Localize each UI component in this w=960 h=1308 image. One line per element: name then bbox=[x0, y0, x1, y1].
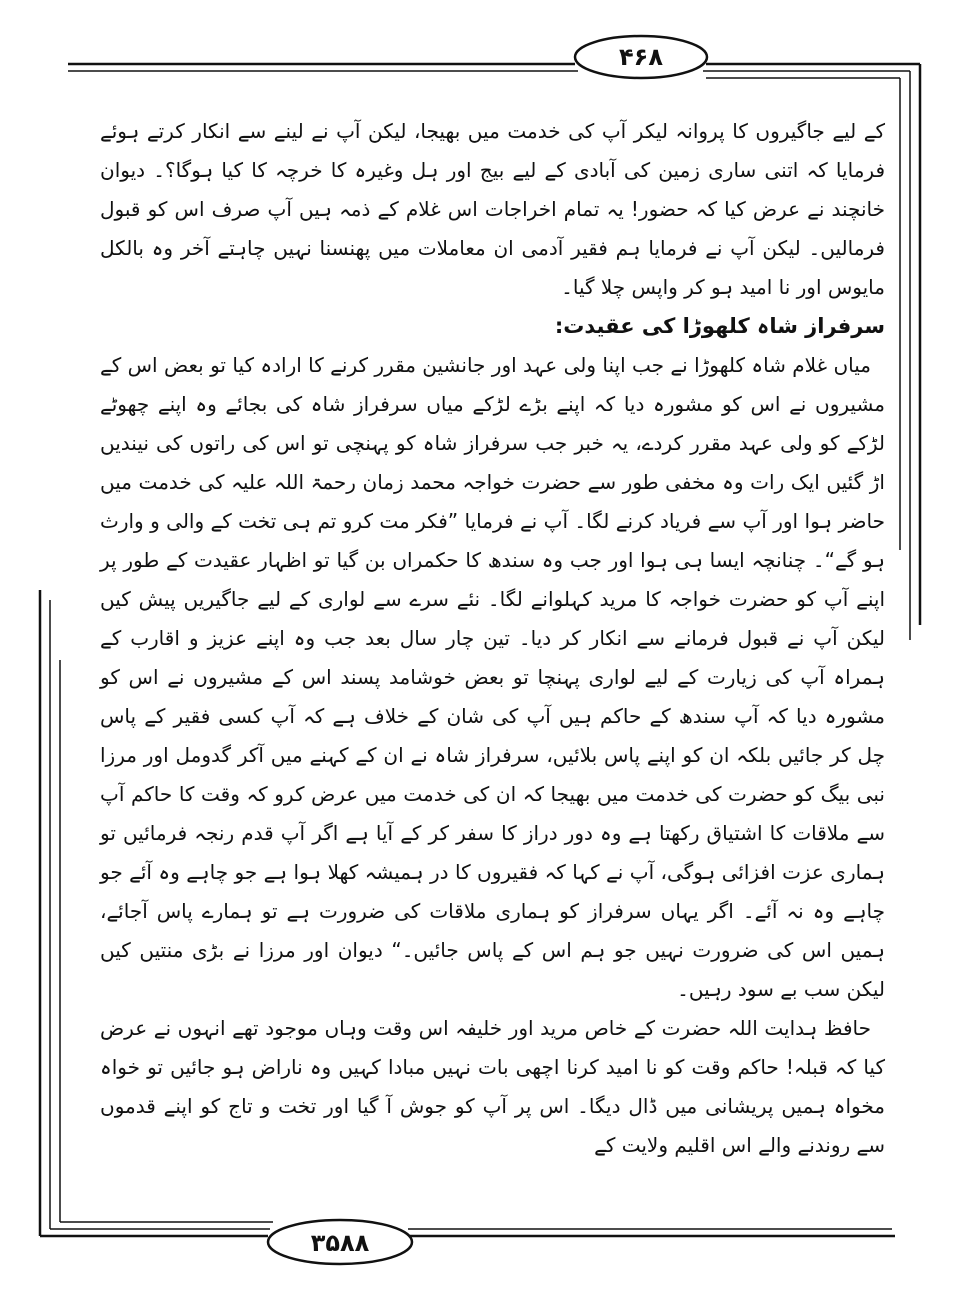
page-number-bottom: ۳۵۸۸ bbox=[310, 1229, 370, 1257]
paragraph-2: میاں غلام شاہ کلھوڑا نے جب اپنا ولی عہد اور جانشین مقرر کرنے کا ارادہ کیا تو بعض اس کے مشیروں نے اس کو مشورہ دیا کہ اپنے بڑے لڑکے میاں سرفراز شاہ کی بجائے وہ اپنے چھوٹے لڑکے کو ولی عہد مقرر کردے، یہ خبر جب سرفراز شاہ کو پہنچی تو اس کی راتوں کی نیندیں اڑ گئیں ایک رات وہ مخفی طور سے حضرت خواجہ محمد زمان رحمۃ اللہ علیہ کی خدمت میں حاضر ہوا اور آپ سے فریاد کرنے لگا۔ آپ نے فرمایا ”فکر مت کرو تم ہی تخت کے والی و وارث ہو گے“۔ چنانچہ ایسا ہی ہوا اور جب وہ سندھ کا حکمراں بن گیا تو اظہار عقیدت کے طور پر اپنے آپ کو حضرت خواجہ کا مرید کہلوانے لگا۔ نئے سرے سے لواری کے لیے جاگیریں پیش کیں لیکن آپ نے قبول فرمانے سے انکار کر دیا۔ تین چار سال بعد جب وہ اپنے عزیز و اقارب کے ہمراہ آپ کی زیارت کے لیے لواری پہنچا تو بعض خوشامد پسند اس کے مشیروں نے اس کو مشورہ دیا کہ آپ سندھ کے حاکم ہیں آپ کی شان کے خلاف ہے کہ آپ کسی فقیر کے پاس چل کر جائیں بلکہ ان کو اپنے پاس بلائیں، سرفراز شاہ نے ان کے کہنے میں آکر گدومل اور مرزا نبی بیگ کو حضرت کی خدمت میں بھیجا کہ ان کی خدمت میں عرض کرو کہ وقت کا حاکم آپ سے ملاقات کا اشتیاق رکھتا ہے وہ دور دراز کا سفر کر کے آیا ہے اگر آپ قدم رنجہ فرمائیں تو ہماری عزت افزائی ہوگی، آپ نے کہا کہ فقیروں کا در ہمیشہ کھلا ہوا ہے جو چاہے وہ آئے جو چاہے وہ نہ آئے۔ اگر یہاں سرفراز کو ہماری ملاقات کی ضرورت ہے تو ہمارے پاس آجائے، ہمیں اس کی ضرورت نہیں جو ہم اس کے پاس جائیں۔“ دیوان اور مرزا نے بڑی منتیں کیں لیکن سب بے سود رہیں۔ bbox=[100, 353, 886, 1001]
page-number-top: ۴۶۸ bbox=[619, 43, 663, 71]
paragraph-1: کے لیے جاگیروں کا پروانہ لیکر آپ کی خدمت میں بھیجا، لیکن آپ نے لینے سے انکار کرتے ہوئے فرمایا کہ اتنی ساری زمین کی آبادی کے لیے بیج اور ہل وغیرہ کا خرچہ کا کیا ہوگا؟۔ دیوان خانچند نے عرض کیا کہ حضور! یہ تمام اخراجات اس غلام کے ذمہ ہیں آپ صرف اس کو قبول فرمالیں۔ لیکن آپ نے فرمایا ہم فقیر آدمی ان معاملات میں پھنسنا نہیں چاہتے آخر وہ بالکل مایوس اور نا امید ہو کر واپس چلا گیا۔ bbox=[100, 119, 885, 299]
page-body bbox=[100, 112, 885, 1165]
paragraph-3: حافظ ہدایت اللہ حضرت کے خاص مرید اور خلیفہ اس وقت وہاں موجود تھے انہوں نے عرض کیا کہ قبلہ! حاکم وقت کو نا امید کرنا اچھی بات نہیں مبادا کہیں وہ ناراض ہو جائیں تو خواہ مخواہ ہمیں پریشانی میں ڈال دیگا۔ اس پر آپ کو جوش آ گیا اور تخت و تاج کو اپنے قدموں سے روندنے والے اس اقلیم ولایت کے bbox=[100, 1016, 885, 1157]
section-heading: سرفراز شاہ کلھوڑا کی عقیدت: bbox=[554, 314, 885, 338]
